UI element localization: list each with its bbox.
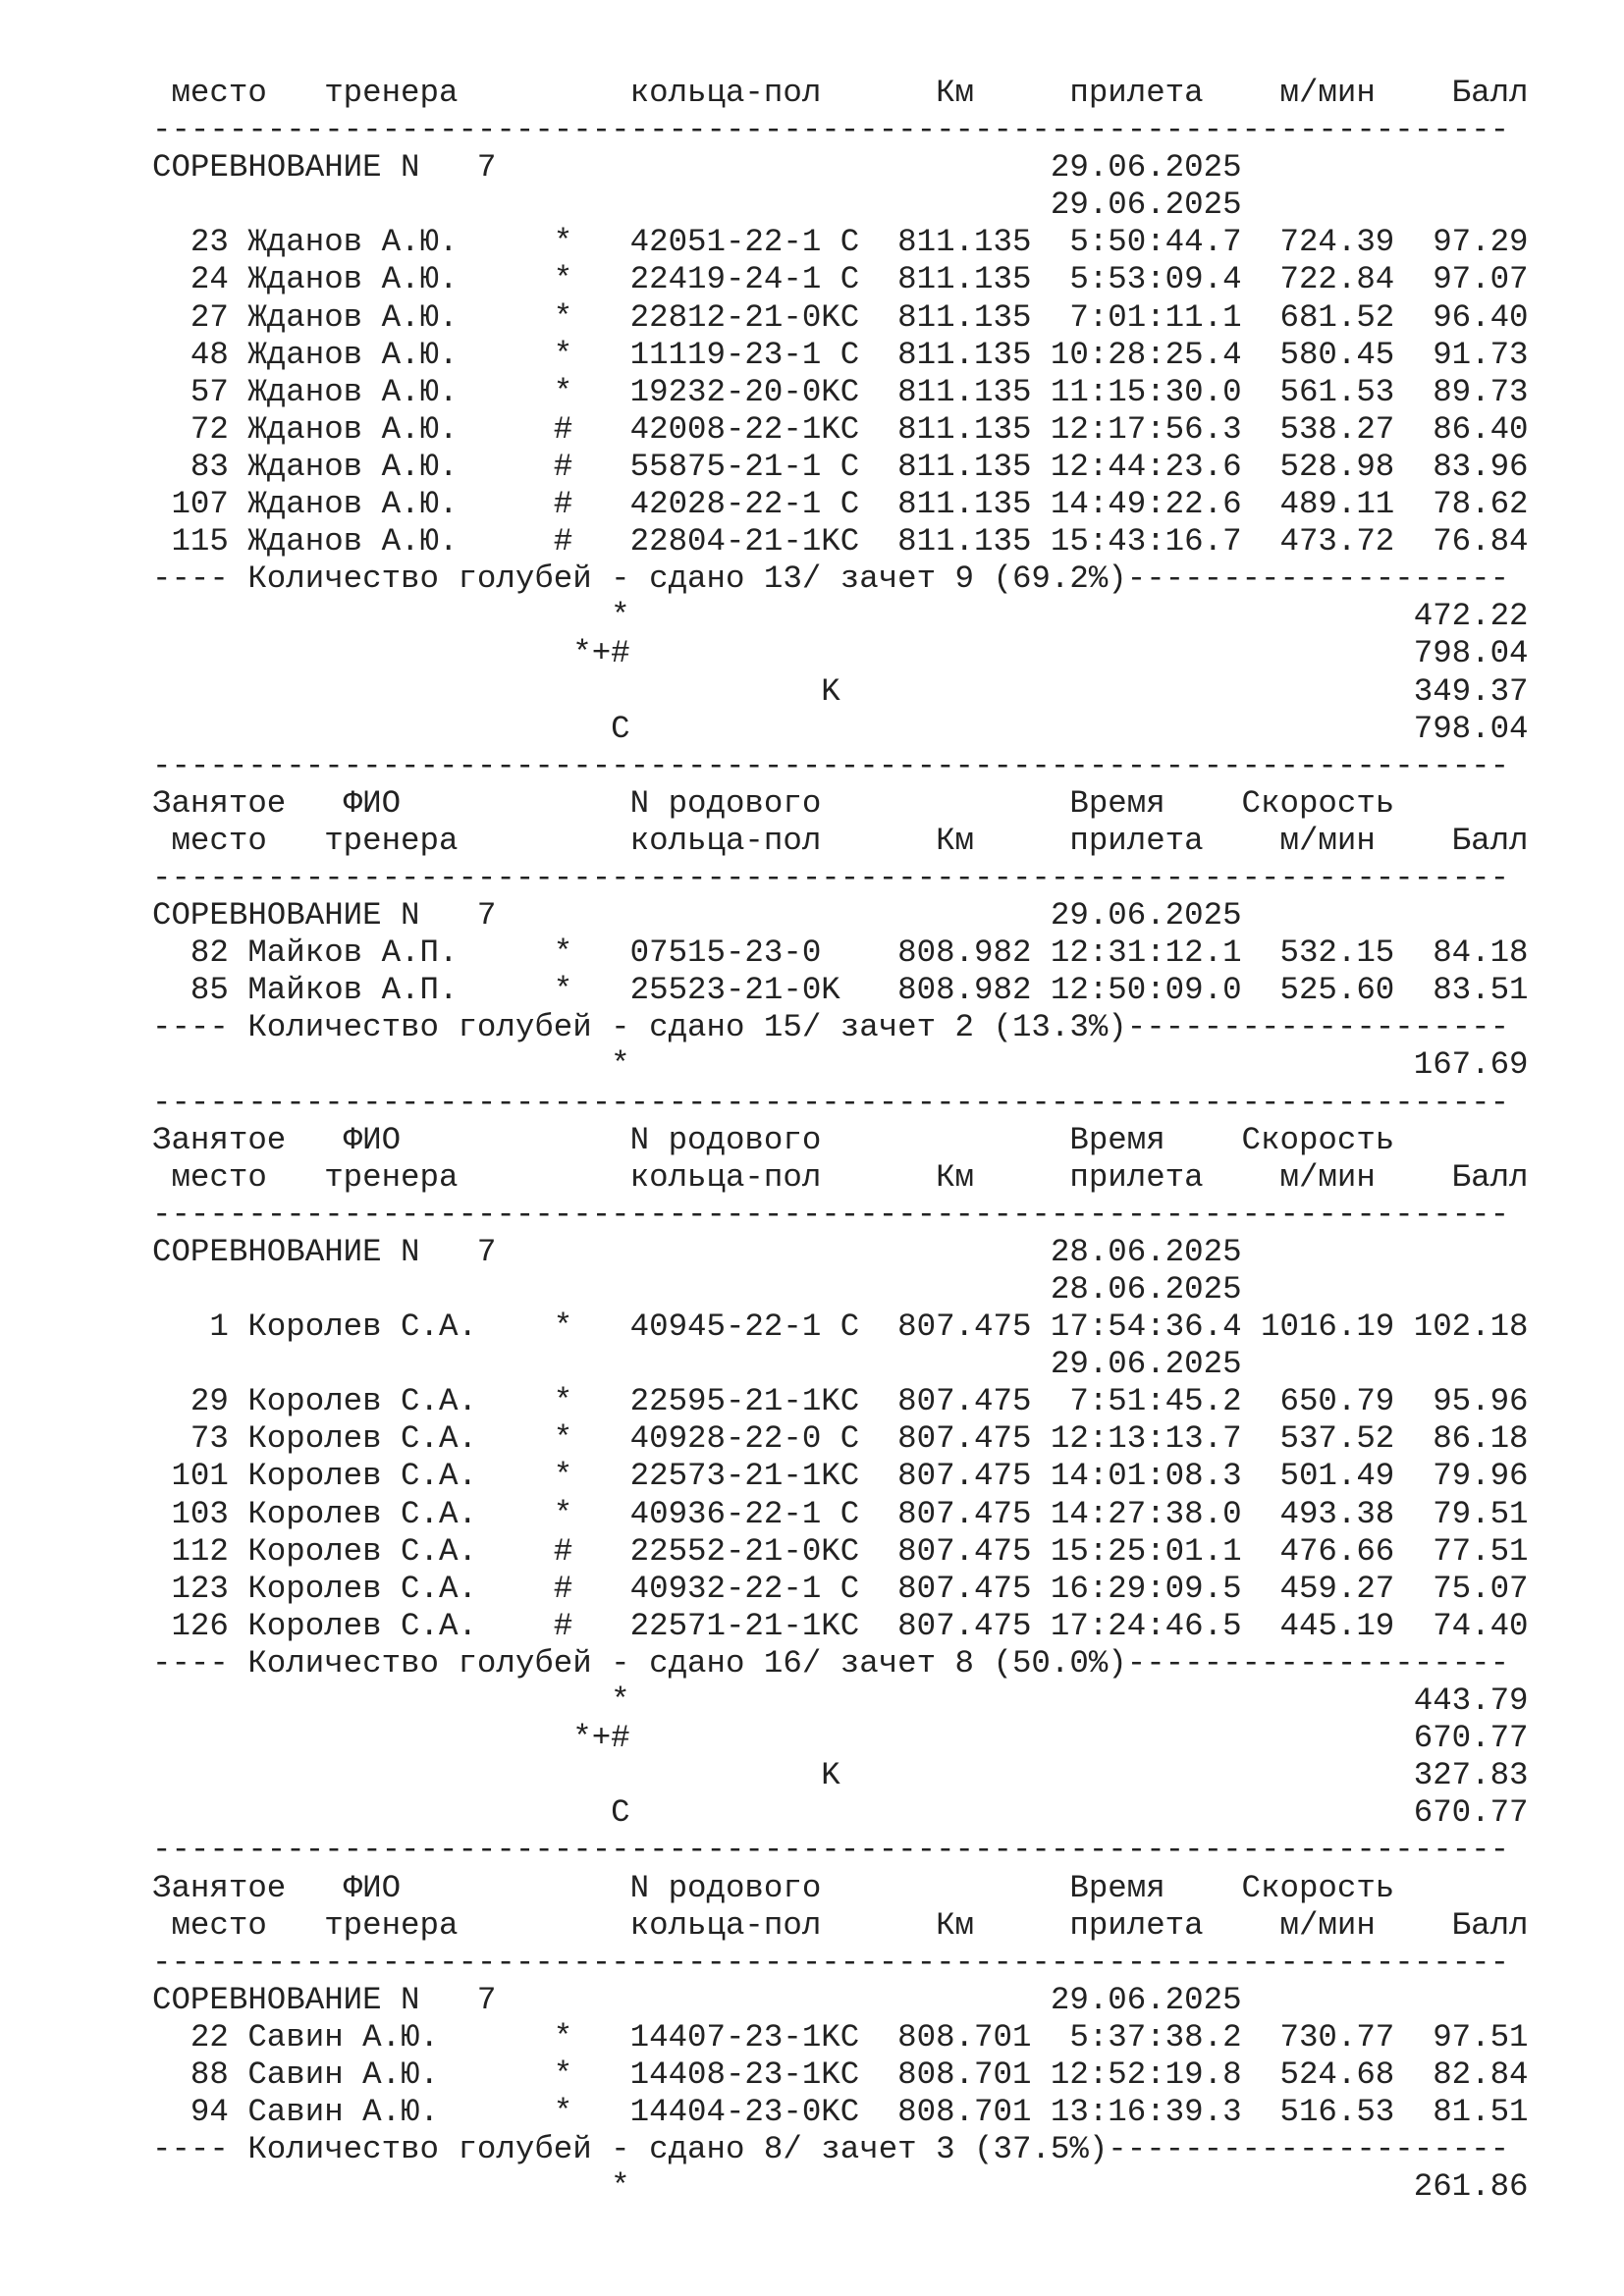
printout-line: 22 Савин А.Ю. * 14407-23-1KC 808.701 5:37:38.2 730.77 97.51 <box>152 2018 1529 2056</box>
printout-line: C 798.04 <box>152 710 1529 747</box>
printout-line: * 472.22 <box>152 598 1529 635</box>
printout-line: 57 Жданов А.Ю. * 19232-20-0KC 811.135 11:15:30.0 561.53 89.73 <box>152 373 1529 410</box>
printout-line: ---- Количество голубей - сдано 16/ зачет 8 (50.0%)-------------------- <box>152 1644 1510 1682</box>
printout-line: Занятое ФИО N родового Время Скорость <box>152 1869 1395 1906</box>
printout-line: 126 Королев С.А. # 22571-21-1KC 807.475 17:24:46.5 445.19 74.40 <box>152 1607 1529 1644</box>
printout-line: ---- Количество голубей - сдано 13/ зачет 9 (69.2%)-------------------- <box>152 561 1510 598</box>
printout-line: 24 Жданов А.Ю. * 22419-24-1 C 811.135 5:53:09.4 722.84 97.07 <box>152 261 1529 298</box>
printout-line: 73 Королев С.А. * 40928-22-0 C 807.475 12:13:13.7 537.52 86.18 <box>152 1420 1529 1458</box>
printout-line: СОРЕВНОВАНИЕ N 7 29.06.2025 <box>152 1981 1242 2018</box>
printout-line: 85 Майков А.П. * 25523-21-0K 808.982 12:50:09.0 525.60 83.51 <box>152 972 1529 1009</box>
printout-line: 1 Королев С.А. * 40945-22-1 C 807.475 17:54:36.4 1016.19 102.18 <box>152 1308 1529 1346</box>
printout-line: ----------------------------------------------------------------------- <box>152 747 1510 784</box>
printout-line: 29.06.2025 <box>152 1346 1242 1383</box>
printout-line: место тренера кольца-пол Км прилета м/мин Балл <box>152 1906 1529 1944</box>
printout-line: 82 Майков А.П. * 07515-23-0 808.982 12:31:12.1 532.15 84.18 <box>152 934 1529 972</box>
printout-line: 23 Жданов А.Ю. * 42051-22-1 C 811.135 5:50:44.7 724.39 97.29 <box>152 224 1529 261</box>
printout-line: СОРЕВНОВАНИЕ N 7 29.06.2025 <box>152 897 1242 934</box>
printout-line: место тренера кольца-пол Км прилета м/мин Балл <box>152 1158 1529 1196</box>
printout-line: ---- Количество голубей - сдано 8/ зачет 3 (37.5%)--------------------- <box>152 2131 1510 2168</box>
printout-line: ----------------------------------------------------------------------- <box>152 1944 1510 1981</box>
results-printout <box>152 75 1529 2206</box>
printout-line: 28.06.2025 <box>152 1271 1242 1308</box>
printout-line: ----------------------------------------------------------------------- <box>152 112 1510 149</box>
printout-line: 88 Савин А.Ю. * 14408-23-1KC 808.701 12:52:19.8 524.68 82.84 <box>152 2056 1529 2093</box>
printout-line: 29.06.2025 <box>152 187 1242 224</box>
printout-line: место тренера кольца-пол Км прилета м/мин Балл <box>152 822 1529 859</box>
printout-line: 29 Королев С.А. * 22595-21-1KC 807.475 7:51:45.2 650.79 95.96 <box>152 1383 1529 1420</box>
printout-line: ----------------------------------------------------------------------- <box>152 859 1510 896</box>
printout-line: K 349.37 <box>152 672 1529 710</box>
printout-line: 107 Жданов А.Ю. # 42028-22-1 C 811.135 14:49:22.6 489.11 78.62 <box>152 486 1529 523</box>
printout-line: 115 Жданов А.Ю. # 22804-21-1KC 811.135 15:43:16.7 473.72 76.84 <box>152 523 1529 561</box>
printout-line: 72 Жданов А.Ю. # 42008-22-1KC 811.135 12:17:56.3 538.27 86.40 <box>152 410 1529 448</box>
printout-line: *+# 670.77 <box>152 1720 1529 1757</box>
printout-line: * 167.69 <box>152 1046 1529 1084</box>
printout-line: ----------------------------------------------------------------------- <box>152 1832 1510 1869</box>
printout-line: 94 Савин А.Ю. * 14404-23-0KC 808.701 13:16:39.3 516.53 81.51 <box>152 2094 1529 2131</box>
printout-line: ----------------------------------------------------------------------- <box>152 1084 1510 1121</box>
printout-line: 123 Королев С.А. # 40932-22-1 C 807.475 16:29:09.5 459.27 75.07 <box>152 1570 1529 1607</box>
printout-line: 101 Королев С.А. * 22573-21-1KC 807.475 14:01:08.3 501.49 79.96 <box>152 1458 1529 1495</box>
printout-line: 83 Жданов А.Ю. # 55875-21-1 C 811.135 12:44:23.6 528.98 83.96 <box>152 448 1529 485</box>
printout-line: C 670.77 <box>152 1794 1529 1832</box>
printout-line: 48 Жданов А.Ю. * 11119-23-1 C 811.135 10:28:25.4 580.45 91.73 <box>152 336 1529 373</box>
printout-line: ---- Количество голубей - сдано 15/ зачет 2 (13.3%)-------------------- <box>152 1009 1510 1046</box>
printout-line: * 443.79 <box>152 1682 1529 1720</box>
printout-line: место тренера кольца-пол Км прилета м/мин Балл <box>152 75 1529 111</box>
printout-line: 103 Королев С.А. * 40936-22-1 C 807.475 14:27:38.0 493.38 79.51 <box>152 1495 1529 1532</box>
printout-line: 112 Королев С.А. # 22552-21-0KC 807.475 15:25:01.1 476.66 77.51 <box>152 1532 1529 1570</box>
printout-line: * 261.86 <box>152 2168 1529 2206</box>
printout-line: ----------------------------------------------------------------------- <box>152 1196 1510 1233</box>
printout-line: СОРЕВНОВАНИЕ N 7 28.06.2025 <box>152 1233 1242 1270</box>
printout-line: 27 Жданов А.Ю. * 22812-21-0KC 811.135 7:01:11.1 681.52 96.40 <box>152 298 1529 336</box>
printout-line: СОРЕВНОВАНИЕ N 7 29.06.2025 <box>152 149 1242 187</box>
printout-line: *+# 798.04 <box>152 635 1529 672</box>
printout-line: Занятое ФИО N родового Время Скорость <box>152 1121 1395 1158</box>
printout-line: K 327.83 <box>152 1757 1529 1794</box>
printout-line: Занятое ФИО N родового Время Скорость <box>152 784 1395 822</box>
